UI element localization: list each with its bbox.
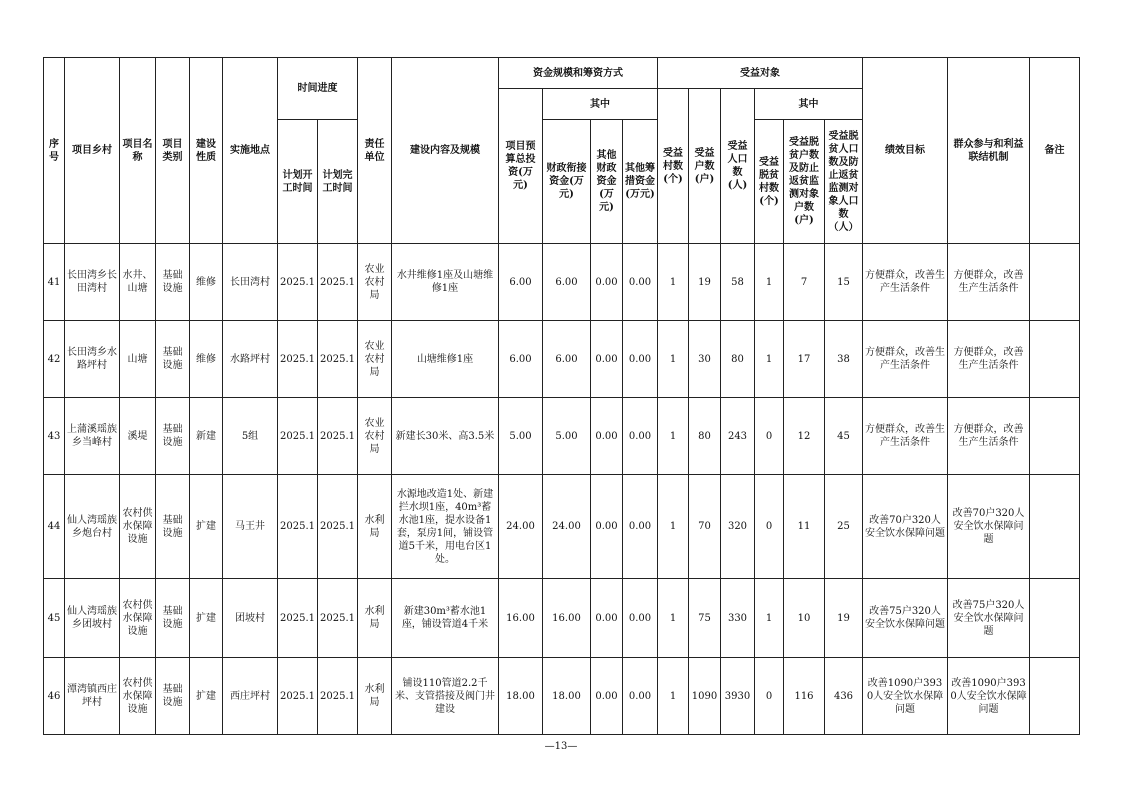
cell-plan-start: 2025.1 — [278, 244, 318, 321]
cell-project-name: 溪堤 — [120, 398, 156, 475]
cell-mechanism: 方便群众，改善生产生活条件 — [948, 398, 1030, 475]
cell-benef-population: 3930 — [721, 658, 755, 735]
header-total-invest: 项目预算总投资(万元) — [499, 89, 543, 244]
cell-other-raised: 0.00 — [623, 398, 658, 475]
cell-benef-villages: 1 — [658, 475, 689, 579]
cell-benef-poor-population: 15 — [825, 244, 863, 321]
header-benef-poor-population: 受益脱贫人口数及防止返贫监测对象人口数（人） — [825, 120, 863, 244]
cell-benef-population: 58 — [721, 244, 755, 321]
cell-benef-poor-population: 38 — [825, 321, 863, 398]
cell-benef-population: 320 — [721, 475, 755, 579]
cell-benef-poor-villages: 1 — [755, 579, 784, 658]
cell-township: 仙人湾瑶族乡炮台村 — [65, 475, 120, 579]
cell-benef-population: 80 — [721, 321, 755, 398]
cell-performance: 改善1090户3930人安全饮水保障问题 — [863, 658, 948, 735]
cell-plan-end: 2025.1 — [318, 658, 358, 735]
cell-plan-end: 2025.1 — [318, 398, 358, 475]
header-project-type: 项目类别 — [156, 58, 190, 244]
cell-performance: 方便群众，改善生产生活条件 — [863, 244, 948, 321]
cell-location: 马王井 — [223, 475, 278, 579]
cell-content: 水井维修1座及山塘维修1座 — [392, 244, 499, 321]
header-plan-start: 计划开工时间 — [278, 120, 318, 244]
cell-project-name: 山塘 — [120, 321, 156, 398]
table-header — [44, 58, 1080, 244]
cell-remarks — [1030, 398, 1080, 475]
header-performance: 绩效目标 — [863, 58, 948, 244]
cell-project-name: 水井、山塘 — [120, 244, 156, 321]
cell-other-raised: 0.00 — [623, 658, 658, 735]
table-row — [44, 321, 1080, 398]
cell-plan-start: 2025.1 — [278, 321, 318, 398]
cell-fiscal: 24.00 — [543, 475, 591, 579]
cell-mechanism: 方便群众，改善生产生活条件 — [948, 244, 1030, 321]
cell-benef-poor-population: 19 — [825, 579, 863, 658]
cell-township: 长田湾乡长田湾村 — [65, 244, 120, 321]
cell-project-type: 基础设施 — [156, 321, 190, 398]
cell-mechanism: 改善75户320人安全饮水保障问题 — [948, 579, 1030, 658]
cell-responsible: 农业农村局 — [358, 398, 392, 475]
cell-project-type: 基础设施 — [156, 658, 190, 735]
table-row — [44, 579, 1080, 658]
cell-project-type: 基础设施 — [156, 244, 190, 321]
cell-content: 新建长30米、高3.5米 — [392, 398, 499, 475]
cell-content: 水源地改造1处、新建拦水坝1座，40m³蓄水池1座，提水设备1套，泵房1间，铺设管道5千米，用电台区1处。 — [392, 475, 499, 579]
cell-seq: 42 — [44, 321, 65, 398]
cell-plan-end: 2025.1 — [318, 321, 358, 398]
cell-mechanism: 方便群众，改善生产生活条件 — [948, 321, 1030, 398]
cell-fiscal: 16.00 — [543, 579, 591, 658]
cell-other-fiscal: 0.00 — [591, 475, 623, 579]
cell-seq: 43 — [44, 398, 65, 475]
header-location: 实施地点 — [223, 58, 278, 244]
cell-responsible: 水利局 — [358, 475, 392, 579]
cell-content: 新建30m³蓄水池1座，铺设管道4千米 — [392, 579, 499, 658]
cell-other-raised: 0.00 — [623, 321, 658, 398]
cell-total-invest: 16.00 — [499, 579, 543, 658]
cell-other-fiscal: 0.00 — [591, 658, 623, 735]
cell-township: 仙人湾瑶族乡团坡村 — [65, 579, 120, 658]
cell-location: 团坡村 — [223, 579, 278, 658]
header-time-progress: 时间进度 — [278, 58, 358, 120]
cell-project-type: 基础设施 — [156, 475, 190, 579]
cell-project-name: 农村供水保障设施 — [120, 658, 156, 735]
header-funding: 资金规模和筹资方式 — [499, 58, 658, 89]
cell-other-fiscal: 0.00 — [591, 579, 623, 658]
cell-benef-poor-households: 10 — [784, 579, 825, 658]
cell-benef-villages: 1 — [658, 658, 689, 735]
cell-benef-poor-households: 116 — [784, 658, 825, 735]
header-benef-population: 受益人口数(人) — [721, 89, 755, 244]
cell-benef-poor-villages: 1 — [755, 244, 784, 321]
cell-other-raised: 0.00 — [623, 475, 658, 579]
cell-mechanism: 改善1090户3930人安全饮水保障问题 — [948, 658, 1030, 735]
cell-benef-poor-households: 12 — [784, 398, 825, 475]
cell-project-name: 农村供水保障设施 — [120, 475, 156, 579]
table-row — [44, 658, 1080, 735]
header-township: 项目乡村 — [65, 58, 120, 244]
cell-benef-population: 243 — [721, 398, 755, 475]
table-row — [44, 244, 1080, 321]
cell-benef-villages: 1 — [658, 244, 689, 321]
cell-benef-households: 80 — [689, 398, 721, 475]
cell-responsible: 农业农村局 — [358, 244, 392, 321]
header-project-name: 项目名称 — [120, 58, 156, 244]
cell-total-invest: 24.00 — [499, 475, 543, 579]
cell-total-invest: 6.00 — [499, 321, 543, 398]
cell-seq: 46 — [44, 658, 65, 735]
cell-total-invest: 6.00 — [499, 244, 543, 321]
cell-responsible: 农业农村局 — [358, 321, 392, 398]
cell-benef-households: 70 — [689, 475, 721, 579]
cell-remarks — [1030, 658, 1080, 735]
header-benef-poor-households: 受益脱贫户数及防止返贫监测对象户数(户) — [784, 120, 825, 244]
cell-benef-poor-villages: 0 — [755, 475, 784, 579]
cell-responsible: 水利局 — [358, 658, 392, 735]
cell-build-nature: 维修 — [190, 244, 223, 321]
cell-fiscal: 18.00 — [543, 658, 591, 735]
header-fiscal: 财政衔接资金(万元) — [543, 120, 591, 244]
page-number: —13— — [544, 741, 578, 752]
header-mechanism: 群众参与和利益联结机制 — [948, 58, 1030, 244]
header-benef-villages: 受益村数(个) — [658, 89, 689, 244]
cell-benef-villages: 1 — [658, 398, 689, 475]
cell-benef-poor-population: 45 — [825, 398, 863, 475]
cell-benef-households: 30 — [689, 321, 721, 398]
cell-seq: 41 — [44, 244, 65, 321]
cell-performance: 改善75户320人安全饮水保障问题 — [863, 579, 948, 658]
project-table — [43, 57, 1080, 735]
header-content: 建设内容及规模 — [392, 58, 499, 244]
header-plan-end: 计划完工时间 — [318, 120, 358, 244]
cell-plan-start: 2025.1 — [278, 579, 318, 658]
cell-build-nature: 新建 — [190, 398, 223, 475]
header-other-raised: 其他筹措资金(万元) — [623, 120, 658, 244]
cell-plan-end: 2025.1 — [318, 475, 358, 579]
cell-benef-poor-population: 25 — [825, 475, 863, 579]
cell-township: 上蒲溪瑶族乡当峰村 — [65, 398, 120, 475]
cell-other-raised: 0.00 — [623, 579, 658, 658]
cell-fiscal: 6.00 — [543, 244, 591, 321]
cell-plan-start: 2025.1 — [278, 658, 318, 735]
cell-remarks — [1030, 475, 1080, 579]
cell-plan-end: 2025.1 — [318, 579, 358, 658]
cell-benef-households: 75 — [689, 579, 721, 658]
cell-location: 水路坪村 — [223, 321, 278, 398]
cell-benef-villages: 1 — [658, 579, 689, 658]
cell-remarks — [1030, 579, 1080, 658]
cell-benef-villages: 1 — [658, 321, 689, 398]
table-body — [44, 244, 1080, 735]
header-build-nature: 建设性质 — [190, 58, 223, 244]
cell-plan-start: 2025.1 — [278, 475, 318, 579]
header-remarks: 备注 — [1030, 58, 1080, 244]
cell-benef-poor-villages: 0 — [755, 398, 784, 475]
cell-benef-poor-population: 436 — [825, 658, 863, 735]
cell-mechanism: 改善70户320人安全饮水保障问题 — [948, 475, 1030, 579]
cell-benef-poor-households: 11 — [784, 475, 825, 579]
cell-remarks — [1030, 244, 1080, 321]
cell-total-invest: 5.00 — [499, 398, 543, 475]
cell-benef-poor-villages: 1 — [755, 321, 784, 398]
cell-other-fiscal: 0.00 — [591, 244, 623, 321]
cell-seq: 44 — [44, 475, 65, 579]
cell-build-nature: 维修 — [190, 321, 223, 398]
cell-township: 长田湾乡水路坪村 — [65, 321, 120, 398]
cell-seq: 45 — [44, 579, 65, 658]
cell-fiscal: 5.00 — [543, 398, 591, 475]
cell-plan-start: 2025.1 — [278, 398, 318, 475]
cell-remarks — [1030, 321, 1080, 398]
cell-benef-poor-villages: 0 — [755, 658, 784, 735]
cell-content: 铺设110管道2.2千米、支管搭接及阀门井建设 — [392, 658, 499, 735]
table-row — [44, 475, 1080, 579]
cell-responsible: 水利局 — [358, 579, 392, 658]
table-row — [44, 398, 1080, 475]
cell-location: 长田湾村 — [223, 244, 278, 321]
cell-benef-poor-households: 17 — [784, 321, 825, 398]
cell-fiscal: 6.00 — [543, 321, 591, 398]
header-benef-poor-villages: 受益脱贫村数(个) — [755, 120, 784, 244]
header-beneficiaries: 受益对象 — [658, 58, 863, 89]
cell-plan-end: 2025.1 — [318, 244, 358, 321]
cell-other-fiscal: 0.00 — [591, 398, 623, 475]
cell-build-nature: 扩建 — [190, 475, 223, 579]
cell-total-invest: 18.00 — [499, 658, 543, 735]
cell-benef-households: 19 — [689, 244, 721, 321]
header-other-fiscal: 其他财政资金(万元) — [591, 120, 623, 244]
cell-benef-population: 330 — [721, 579, 755, 658]
header-benef-sub: 其中 — [755, 89, 863, 120]
cell-benef-poor-households: 7 — [784, 244, 825, 321]
cell-benef-households: 1090 — [689, 658, 721, 735]
cell-performance: 方便群众，改善生产生活条件 — [863, 321, 948, 398]
cell-other-fiscal: 0.00 — [591, 321, 623, 398]
cell-build-nature: 扩建 — [190, 579, 223, 658]
cell-performance: 改善70户320人安全饮水保障问题 — [863, 475, 948, 579]
cell-project-type: 基础设施 — [156, 398, 190, 475]
cell-project-name: 农村供水保障设施 — [120, 579, 156, 658]
cell-performance: 方便群众，改善生产生活条件 — [863, 398, 948, 475]
header-responsible: 责任单位 — [358, 58, 392, 244]
cell-build-nature: 扩建 — [190, 658, 223, 735]
cell-other-raised: 0.00 — [623, 244, 658, 321]
header-seq: 序号 — [44, 58, 65, 244]
cell-location: 5组 — [223, 398, 278, 475]
cell-location: 西庄坪村 — [223, 658, 278, 735]
cell-content: 山塘维修1座 — [392, 321, 499, 398]
cell-township: 潭湾镇西庄坪村 — [65, 658, 120, 735]
header-funding-sub: 其中 — [543, 89, 658, 120]
cell-project-type: 基础设施 — [156, 579, 190, 658]
header-benef-households: 受益户数(户) — [689, 89, 721, 244]
